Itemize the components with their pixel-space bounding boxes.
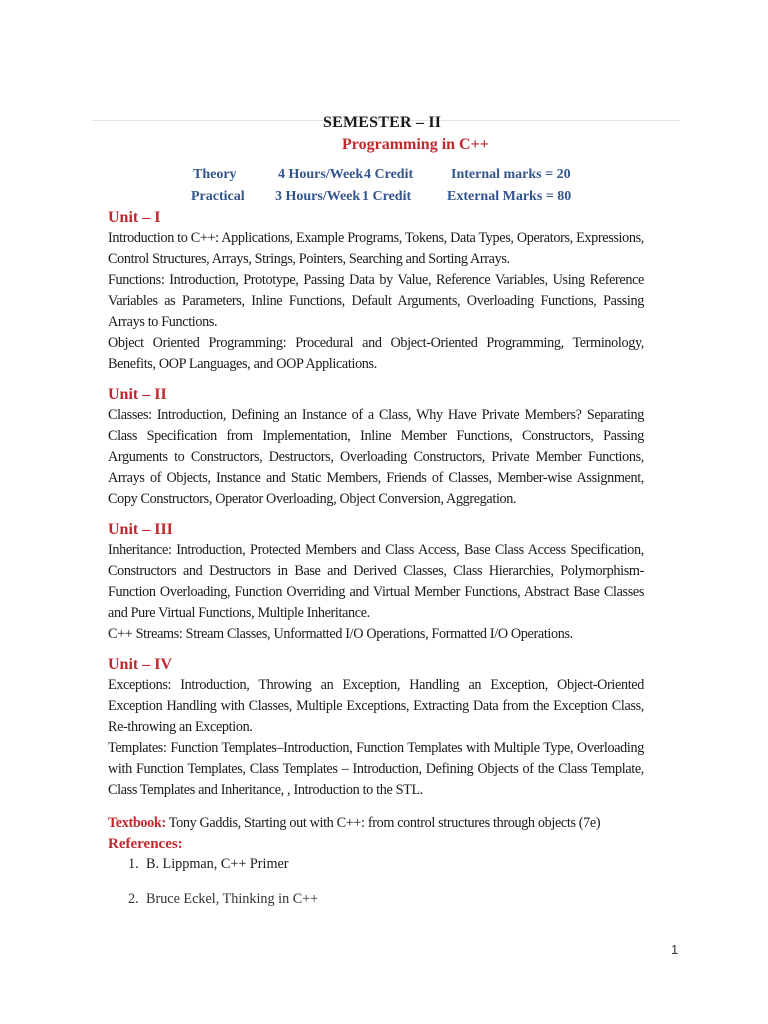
list-number: 1. (128, 856, 139, 872)
practical-label: Practical (191, 189, 245, 204)
textbook-label: Textbook: (108, 815, 166, 831)
reference-text: B. Lippman, C++ Primer (146, 856, 289, 872)
reference-text: Bruce Eckel, Thinking in C++ (146, 891, 319, 907)
course-title: Programming in C++ (342, 136, 489, 153)
textbook-text: Tony Gaddis, Starting out with C++: from control structures through objects (7e) (165, 815, 601, 831)
theory-label: Theory (193, 167, 237, 182)
references-heading: References: (108, 836, 183, 852)
cropped-reference-line (108, 891, 668, 909)
unit-paragraph: Classes: Introduction, Defining an Instance of a Class, Why Have Private Members? Separating Class Specification from Implementation, Inline Member Functions, Constructors, Passing Arguments to Constructors, Destructors, Overloading Constructors, Private Member Functions, Arrays of Objects, Instance and Static Members, Friends of Classes, Member-wise Assignment, Copy Constructors, Operator Overloading, Object Conversion, Aggregation. (108, 407, 644, 507)
unit-paragraph: Introduction to C++: Applications, Example Programs, Tokens, Data Types, Operators, Expressions, Control Structures, Arrays, Strings, Pointers, Searching and Sorting Arrays. (108, 230, 644, 267)
references-list (108, 854, 644, 875)
unit-paragraph: C++ Streams: Stream Classes, Unformatted I/O Operations, Formatted I/O Operations. (108, 626, 573, 642)
list-number: 2. (128, 891, 139, 907)
unit-paragraph: Functions: Introduction, Prototype, Passing Data by Value, Reference Variables, Using Reference Variables as Parameters, Inline Functions, Default Arguments, Overloading Functions, Passing Arrays to Functions. (108, 272, 644, 330)
unit-paragraph: Exceptions: Introduction, Throwing an Exception, Handling an Exception, Object-Oriented Exception Handling with Classes, Multiple Exceptions, Extracting Data from the Exception Class, Re-throwing an Exception. (108, 677, 644, 735)
external-marks: External Marks = 80 (447, 189, 572, 204)
unit-3 (108, 520, 644, 645)
practical-credit: 1 Credit (362, 189, 412, 204)
unit-heading: Unit – III (108, 521, 173, 538)
theory-credit: 4 Credit (364, 167, 414, 182)
theory-hours: 4 Hours/Week (278, 167, 364, 182)
semester-heading: SEMESTER – II (323, 114, 442, 131)
practical-hours: 3 Hours/Week (275, 189, 361, 204)
unit-4 (108, 655, 644, 801)
unit-paragraph: Inheritance: Introduction, Protected Members and Class Access, Base Class Access Specification, Constructors and Destructors in Base and Derived Classes, Class Hierarchies, Polymorphism-Function Overloading, Function Overriding and Virtual Member Functions, Abstract Base Classes and Pure Virtual Functions, Multiple Inheritance. (108, 542, 644, 621)
unit-paragraph: Templates: Function Templates–Introduction, Function Templates with Multiple Type, Overloading with Function Templates, Class Templates – Introduction, Defining Objects of the Class Template, Class Templates and Inheritance, , Introduction to the STL. (108, 740, 644, 798)
unit-heading: Unit – II (108, 386, 167, 403)
unit-heading: Unit – IV (108, 656, 173, 673)
page-number: 1 (671, 942, 679, 957)
unit-paragraph: Object Oriented Programming: Procedural and Object-Oriented Programming, Terminology, Benefits, OOP Languages, and OOP Applications. (108, 335, 644, 372)
list-item (128, 854, 644, 875)
internal-marks: Internal marks = 20 (451, 167, 571, 182)
syllabus-content (108, 208, 644, 875)
textbook-line (108, 813, 644, 834)
unit-2 (108, 385, 644, 510)
unit-heading: Unit – I (108, 209, 161, 226)
unit-1 (108, 208, 644, 375)
